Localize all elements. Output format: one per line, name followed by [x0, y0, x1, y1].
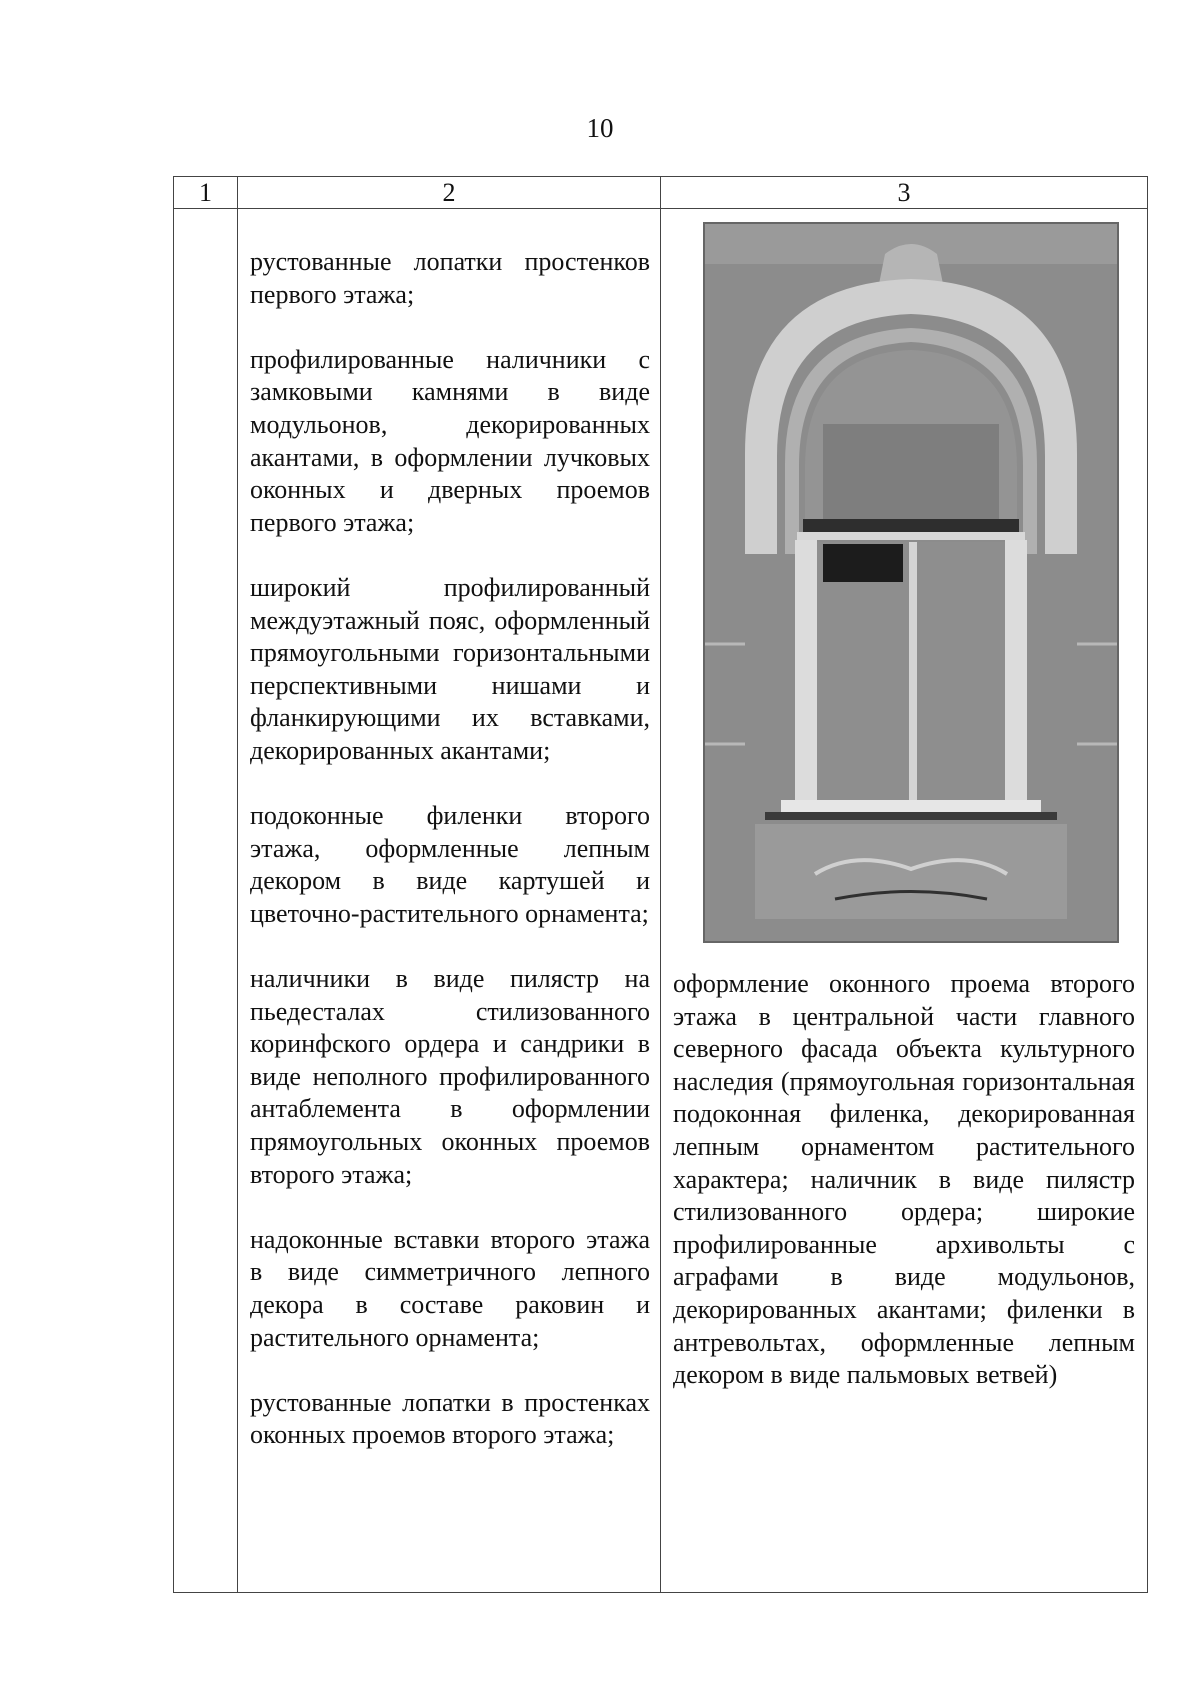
page-number: 10: [586, 113, 614, 143]
header-cell-2: 2: [238, 177, 661, 209]
feature-paragraph: широкий профилированный междуэтажный пояс, оформленный прямоугольными горизонтальными перспективными нишами и фланкирующими их вставками, декорированных акантами;: [250, 572, 650, 765]
number-cell: [174, 209, 238, 1593]
monument-features-table: [173, 176, 1148, 1593]
feature-paragraph: надоконные вставки второго этажа в виде симметричного лепного декора в составе раковин и растительного орнамента;: [250, 1224, 650, 1352]
feature-paragraph: подоконные филенки второго этажа, оформленные лепным декором в виде картушей и цветочно-растительного орнамента;: [250, 801, 650, 928]
feature-paragraph: рустованные лопатки в простенках оконных проемов второго этажа;: [250, 1387, 650, 1450]
table-header-row: [174, 177, 1148, 209]
features-cell: [238, 209, 661, 1593]
table-row: [174, 209, 1148, 1593]
window-facade-photo: [703, 222, 1119, 943]
feature-paragraph: наличники в виде пилястр на пьедесталах стилизованного коринфского ордера и сандрики в виде неполного профилированного антаблемента в оформлении прямоугольных оконных проемов второго этажа;: [250, 964, 650, 1189]
feature-paragraph: профилированные наличники с замковыми камнями в виде модульонов, декорированных акантами, в оформлении лучковых оконных и дверных проемов первого этажа;: [250, 344, 650, 537]
feature-paragraph: рустованные лопатки простенков первого этажа;: [250, 247, 650, 309]
photo-caption: оформление оконного проема второго этажа в центральной части главного северного фасада объекта культурного наследия (прямоугольная горизонтальная подоконная филенка, декорированная лепным орнаментом растительного характера; наличник в виде пилястр стилизованного ордера; широкие профилированные архивольты с аграфами в виде модульонов, декорированных акантами; филенки в антревольтах, оформленные лепным декором в виде пальмовых ветвей): [673, 969, 1135, 1390]
header-cell-3: 3: [661, 177, 1148, 209]
illustration-cell: [661, 209, 1148, 1593]
header-cell-1: 1: [174, 177, 238, 209]
